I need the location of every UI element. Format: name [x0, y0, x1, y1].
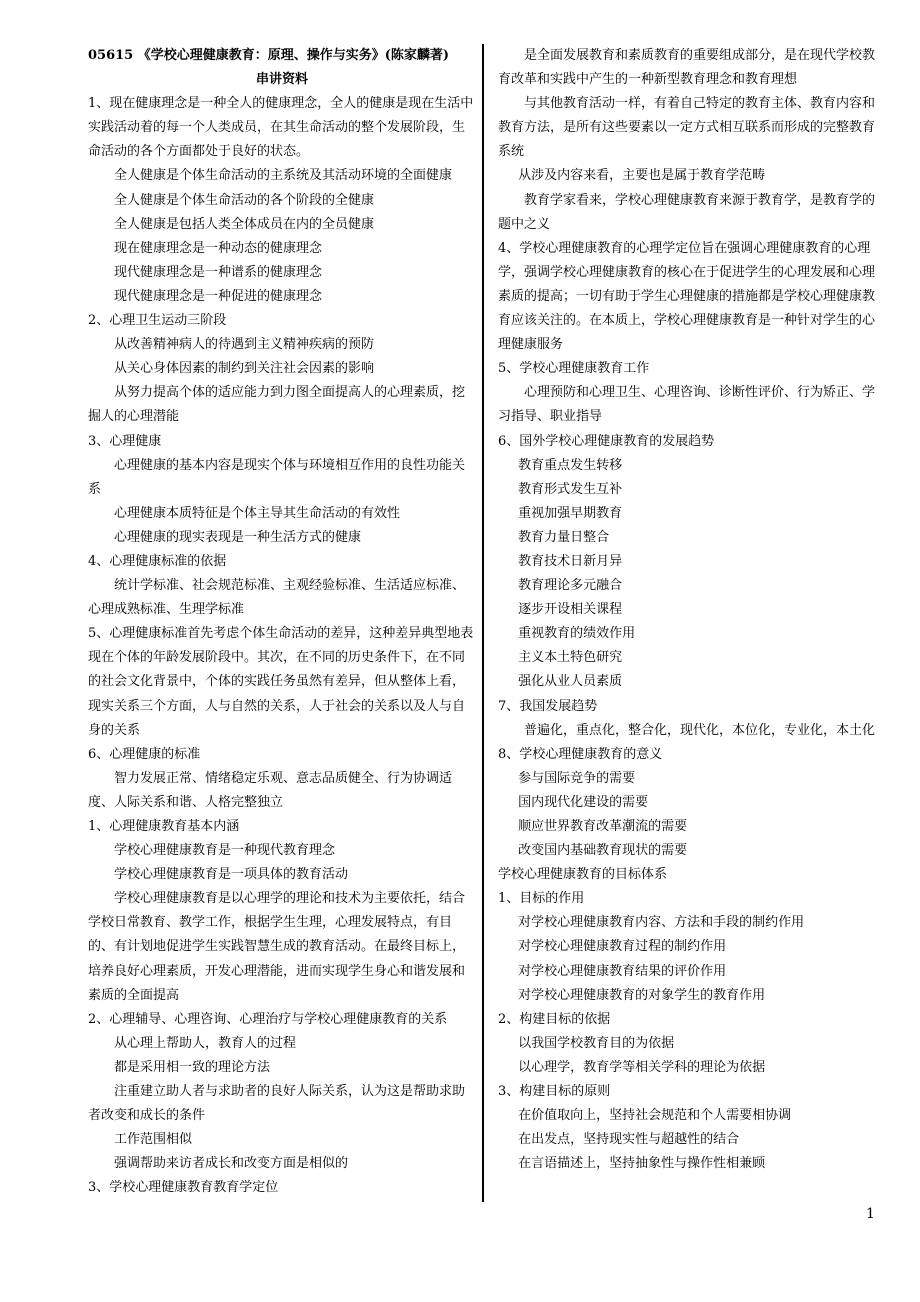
paragraph: 2、构建目标的依据 — [498, 1011, 611, 1027]
paragraph: 3、构建目标的原则 — [498, 1084, 611, 1100]
document-title: 05615 《学校心理健康教育：原理、操作与实务》(陈家麟著) — [88, 48, 450, 63]
paragraph: 8、学校心理健康教育的意义 — [498, 746, 663, 762]
left-column — [88, 44, 476, 1201]
page-number: 1 — [866, 1206, 875, 1222]
paragraph: 教育力量日整合 — [518, 529, 610, 545]
paragraph: 在言语描述上，坚持抽象性与操作性相兼顾 — [518, 1156, 766, 1172]
paragraph: 统计学标准、社会规范标准、主观经验标准、生活适应标准、心理成熟标准、生理学标准 — [88, 578, 466, 618]
paragraph: 4、心理健康标准的依据 — [88, 553, 227, 569]
left-paragraphs — [88, 92, 476, 1200]
paragraph: 心理健康本质特征是个体主导其生命活动的有效性 — [114, 505, 401, 521]
paragraph: 从改善精神病人的待遇到主义精神疾病的预防 — [114, 337, 375, 353]
paragraph: 都是采用相一致的理论方法 — [114, 1059, 271, 1075]
paragraph: 6、心理健康的标准 — [88, 746, 201, 762]
paragraph: 对学校心理健康教育结果的评价作用 — [518, 963, 727, 979]
paragraph: 对学校心理健康教育的对象学生的教育作用 — [518, 987, 766, 1003]
paragraph: 对学校心理健康教育内容、方法和手段的制约作用 — [518, 915, 805, 931]
paragraph: 全人健康是包括人类全体成员在内的全员健康 — [114, 216, 375, 232]
paragraph: 国内现代化建设的需要 — [518, 794, 649, 810]
paragraph: 现在健康理念是一种动态的健康理念 — [114, 240, 323, 256]
paragraph: 与其他教育活动一样，有着自己特定的教育主体、教育内容和教育方法，是所有这些要素以一定方式相互联系而形成的完整教育系统 — [498, 96, 876, 160]
paragraph: 2、心理辅导、心理咨询、心理治疗与学校心理健康教育的关系 — [88, 1011, 448, 1027]
paragraph: 5、学校心理健康教育工作 — [498, 361, 650, 377]
paragraph: 学校心理健康教育是以心理学的理论和技术为主要依托，结合学校日常教育、教学工作，根据学生生理，心理发展特点，有目的、有计划地促进学生实践智慧生成的教育活动。在最终目标上，培养良好心理素质，开发心理潜能，进而实现学生身心和谐发展和素质的全面提高 — [88, 891, 466, 1003]
paragraph: 3、学校心理健康教育教育学定位 — [88, 1180, 279, 1196]
paragraph: 现代健康理念是一种促进的健康理念 — [114, 288, 323, 304]
document-subtitle: 串讲资料 — [255, 72, 308, 88]
paragraph: 2、心理卫生运动三阶段 — [88, 313, 227, 329]
paragraph: 5、心理健康标准首先考虑个体生命活动的差异，这种差异典型地表现在个体的年龄发展阶段中。其次，在不同的历史条件下，在不同的社会文化背景中，个体的实践任务虽然有差异，但从整体上看，现实关系三个方面，人与自然的关系，人于社会的关系以及人与自身的关系 — [88, 626, 474, 738]
paragraph: 全人健康是个体生命活动的各个阶段的全健康 — [114, 192, 375, 208]
paragraph: 从涉及内容来看，主要也是属于教育学范畴 — [518, 168, 766, 184]
paragraph: 逐步开设相关课程 — [518, 602, 623, 618]
paragraph: 工作范围相似 — [114, 1132, 193, 1148]
paragraph: 现代健康理念是一种谱系的健康理念 — [114, 264, 323, 280]
paragraph: 教育重点发生转移 — [518, 457, 623, 473]
paragraph: 教育形式发生互补 — [518, 481, 623, 497]
paragraph: 重视加强早期教育 — [518, 505, 623, 521]
right-paragraphs — [498, 44, 884, 1176]
paragraph: 6、国外学校心理健康教育的发展趋势 — [498, 433, 715, 449]
paragraph: 1、心理健康教育基本内涵 — [88, 819, 240, 834]
paragraph: 重视教育的绩效作用 — [518, 626, 636, 642]
paragraph: 教育技术日新月异 — [518, 553, 623, 569]
paragraph: 学校心理健康教育是一种现代教育理念 — [114, 843, 336, 859]
paragraph: 3、心理健康 — [88, 433, 162, 449]
paragraph: 从关心身体因素的制约到关注社会因素的影响 — [114, 361, 375, 377]
paragraph: 学校心理健康教育的目标体系 — [498, 867, 668, 883]
paragraph: 参与国际竞争的需要 — [518, 770, 636, 786]
paragraph: 以我国学校教育目的为依据 — [518, 1035, 675, 1051]
paragraph: 教育学家看来，学校心理健康教育来源于教育学，是教育学的题中之义 — [498, 192, 876, 232]
paragraph: 1、现在健康理念是一种全人的健康理念，全人的健康是现在生活中实践活动着的每一个人类成员，在其生命活动的整个发展阶段，生命活动的各个方面都处于良好的状态。 — [88, 96, 474, 160]
paragraph: 强化从业人员素质 — [518, 674, 623, 690]
paragraph: 注重建立助人者与求助者的良好人际关系，认为这是帮助求助者改变和成长的条件 — [88, 1084, 466, 1124]
paragraph: 4、学校心理健康教育的心理学定位旨在强调心理健康教育的心理学，强调学校心理健康教育的核心在于促进学生的心理发展和心理素质的提高；一切有助于学生心理健康的措施都是学校心理健康教育应该关注的。在本质上，学校心理健康教育是一种针对学生的心理健康服务 — [498, 240, 876, 353]
right-column — [498, 44, 884, 1176]
paragraph: 心理预防和心理卫生、心理咨询、诊断性评价、行为矫正、学习指导、职业指导 — [498, 385, 876, 425]
paragraph: 从努力提高个体的适应能力到力图全面提高人的心理素质，挖掘人的心理潜能 — [88, 385, 466, 425]
paragraph: 从心理上帮助人，教育人的过程 — [114, 1035, 297, 1051]
paragraph: 7、我国发展趋势 — [498, 698, 598, 714]
paragraph: 强调帮助来访者成长和改变方面是相似的 — [114, 1156, 349, 1172]
paragraph: 在价值取向上，坚持社会规范和个人需要相协调 — [518, 1108, 792, 1124]
paragraph: 顺应世界教育改革潮流的需要 — [518, 819, 688, 834]
paragraph: 普遍化，重点化，整合化，现代化，本位化，专业化，本土化 — [524, 722, 876, 738]
paragraph: 主义本土特色研究 — [518, 650, 623, 666]
paragraph: 智力发展正常、情绪稳定乐观、意志品质健全、行为协调适度、人际关系和谐、人格完整独立 — [88, 770, 453, 810]
column-divider — [482, 44, 484, 1202]
paragraph: 改变国内基础教育现状的需要 — [518, 843, 688, 859]
paragraph: 对学校心理健康教育过程的制约作用 — [518, 939, 727, 955]
paragraph: 心理健康的基本内容是现实个体与环境相互作用的良性功能关系 — [88, 457, 466, 497]
paragraph: 全人健康是个体生命活动的主系统及其活动环境的全面健康 — [114, 168, 453, 184]
paragraph: 是全面发展教育和素质教育的重要组成部分，是在现代学校教育改革和实践中产生的一种新型教育理念和教育理想 — [498, 48, 876, 88]
paragraph: 以心理学，教育学等相关学科的理论为依据 — [518, 1059, 766, 1075]
paragraph: 1、目标的作用 — [498, 891, 585, 907]
paragraph: 学校心理健康教育是一项具体的教育活动 — [114, 867, 349, 883]
paragraph: 在出发点，坚持现实性与超越性的结合 — [518, 1132, 740, 1148]
paragraph: 心理健康的现实表现是一种生活方式的健康 — [114, 529, 362, 545]
paragraph: 教育理论多元融合 — [518, 578, 623, 594]
